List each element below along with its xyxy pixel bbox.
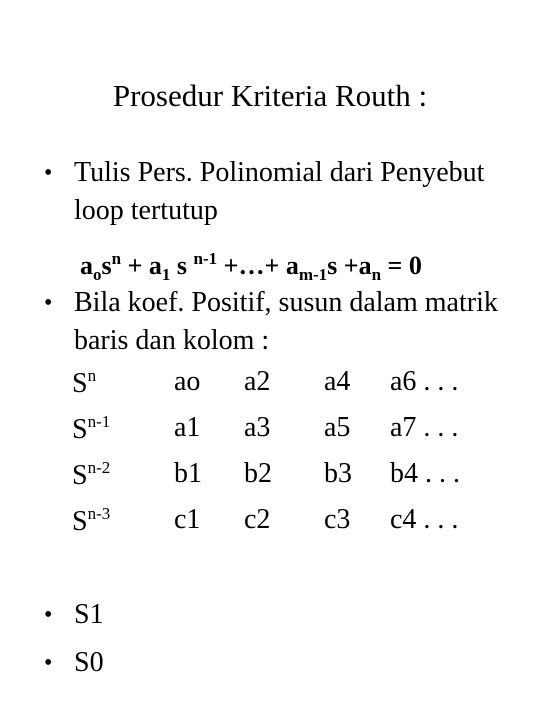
- matrix-cell: c4 . . .: [390, 504, 459, 535]
- bullet-icon: •: [44, 160, 53, 186]
- matrix-cell: b1: [174, 458, 202, 489]
- matrix-cell: a1: [174, 412, 201, 443]
- bullet-icon: •: [44, 290, 53, 316]
- bullet-text: Tulis Pers. Polinomial dari Penyebut loop tertutup: [74, 157, 485, 226]
- characteristic-equation: $a_os^n + a_1$ s $^{n-1}$ +…+ $a_{m-1}s +a_n = 0$: [80, 249, 422, 284]
- bullet-icon: •: [44, 602, 53, 628]
- bullet-item-coefficients: [44, 284, 504, 360]
- row-label: $S^{n-2}$: [72, 458, 111, 491]
- matrix-cell: c2: [244, 504, 271, 535]
- slide-title: Prosedur Kriteria Routh :: [112, 78, 428, 113]
- row-label: $S^{n-3}$: [72, 504, 111, 537]
- bullet-item-polynomial: [44, 154, 504, 230]
- matrix-cell: a3: [244, 412, 271, 443]
- bullet-item-s1: [44, 596, 104, 634]
- matrix-cell: c1: [174, 504, 201, 535]
- matrix-cell: a5: [324, 412, 351, 443]
- matrix-cell: a6 . . .: [390, 366, 459, 397]
- matrix-cell: b4 . . .: [390, 458, 460, 489]
- matrix-cell: a7 . . .: [390, 412, 459, 443]
- row-label: $S^{n-1}$: [72, 412, 111, 445]
- row-label: $S^n$: [72, 366, 97, 399]
- matrix-cell: b2: [244, 458, 272, 489]
- matrix-cell: c3: [324, 504, 351, 535]
- bullet-text: S0: [74, 647, 104, 678]
- matrix-cell: a2: [244, 366, 271, 397]
- matrix-cell: ao: [174, 366, 201, 397]
- matrix-cell: a4: [324, 366, 351, 397]
- bullet-text: S1: [74, 599, 104, 630]
- bullet-text: Bila koef. Positif, susun dalam matrik baris dan kolom :: [74, 287, 498, 356]
- bullet-item-s0: [44, 644, 104, 682]
- matrix-cell: b3: [324, 458, 352, 489]
- bullet-icon: •: [44, 650, 53, 676]
